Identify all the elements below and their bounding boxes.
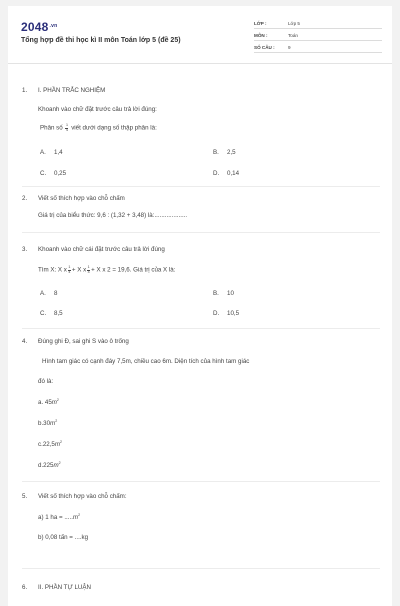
question-number: 1. [22,87,28,94]
question-stem: Giá trị của biểu thức: 9,6 : (1,32 + 3,48) là:................... [38,212,188,219]
question-number: 6. [22,584,28,591]
option-d[interactable]: D. 0,14 [213,170,240,177]
question-stem: Phân số $\frac{1}{4}$ viết dưới dạng số thập phân là: [40,123,157,132]
question-heading: II. PHẦN TỰ LUẬN [38,584,91,591]
document-title: Tổng hợp đề thi học kì II môn Toán lớp 5 (đề 25) [21,37,181,44]
option-a[interactable]: A. 8 [40,290,58,297]
divider [22,568,380,569]
document-header [8,6,392,64]
fraction: $\frac{1}{4}$ [65,123,68,132]
question-heading: Viết số thích hợp vào chỗ chấm: [38,493,127,500]
fill-line-a[interactable]: a) 1 ha = $.....m^2$ [38,513,81,522]
option-d[interactable]: D. 10,5 [213,310,240,317]
meta-row-class: LỚP : Lớp 5 [254,18,382,29]
option-c[interactable]: C. 8,5 [40,310,63,317]
question-number: 3. [22,246,28,253]
option-a[interactable]: A. 1,4 [40,149,63,156]
option-b[interactable]: B. 2,5 [213,149,236,156]
question-stem-line-1: Hình tam giác có cạnh đáy 7,5m, chiều cao 6m. Diện tích của hình tam giác [42,358,250,365]
document-page [8,6,392,606]
divider [22,232,380,233]
fraction: $\frac{1}{4}$ [68,265,71,274]
divider [22,328,380,329]
question-heading: I. PHẦN TRẮC NGHIỆM [38,87,106,94]
question-number: 5. [22,493,28,500]
meta-row-count: SỐ CÂU : 9 [254,42,382,53]
question-stem-line-2: đó là: [38,378,54,385]
meta-info [254,18,382,54]
question-number: 2. [22,195,28,202]
question-stem: Tìm X: X x $\frac{1}{4}$ + X x $\frac{1}{4}$ + X x 2 = 19,6. Giá trị của X là: [38,265,176,274]
question-heading: Khoanh vào chữ cái đặt trước câu trả lời đúng [38,246,165,253]
question-instruction: Khoanh vào chữ đặt trước câu trả lời đúng: [38,106,157,113]
fill-line-b[interactable]: b) 0,08 tấn = ....kg [38,534,89,541]
question-number: 4. [22,338,28,345]
question-heading: Đúng ghi Đ, sai ghi S vào ô trống [38,338,129,345]
meta-row-subject: MÔN : Toán [254,30,382,41]
answer-d[interactable]: $d.225m^2$ [38,461,61,470]
option-b[interactable]: B. 10 [213,290,234,297]
option-c[interactable]: C. 0,25 [40,170,67,177]
answer-b[interactable]: $b.30m^2$ [38,419,58,428]
divider [22,481,380,482]
answer-a[interactable]: a. $45m^2$ [38,398,59,407]
question-heading: Viết số thích hợp vào chỗ chấm [38,195,125,202]
answer-c[interactable]: $c.22,5m^2$ [38,440,63,449]
fraction: $\frac{1}{4}$ [87,265,90,274]
divider [22,186,380,187]
site-logo[interactable]: $2048^{.vn}$ [21,20,58,34]
